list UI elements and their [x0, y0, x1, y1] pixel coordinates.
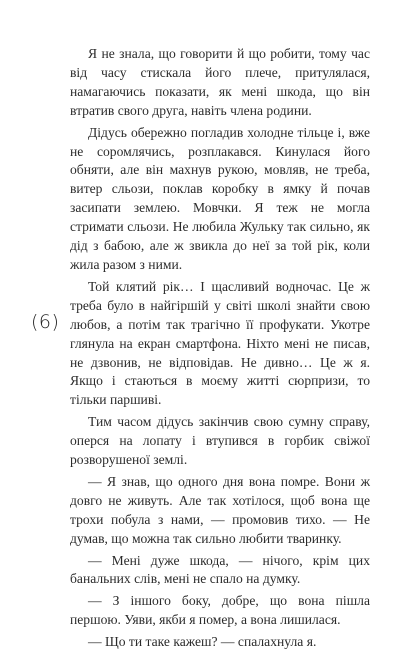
paragraph-4: Тим часом дідусь закінчив свою сумну справу, оперся на лопату і втупився в горбик свіжої розворушеної землі. [70, 414, 370, 468]
paragraph-8: — Що ти таке кажеш? — спалахнула я. [88, 634, 317, 650]
text-body [70, 45, 370, 655]
paragraph-3: Той клятий рік… І щасливий водночас. Це ж треба було в найгіршій у світі школі знайти свою любов, а потім так трагічно її профукати. Укотре глянула на екран смартфона. Ніхто мені не писав, не дзвонив, не відповідав. Не дивно… Це ж я. Якщо і стаються в моєму житті сюрпризи, то тільки паршиві. [70, 278, 370, 408]
margin-note: (6) [31, 311, 60, 333]
paragraph-6: — Мені дуже шкода, — нічого, крім цих банальних слів, мені не спало на думку. [70, 552, 370, 587]
paragraph-1: Я не знала, що говорити й що робити, тому час від часу стискала його плече, притулялася, намагаючись показати, як мені шкода, що він втратив свого друга, навіть члена родини. [70, 46, 370, 118]
paragraph-7: — З іншого боку, добре, що вона пішла першою. Уяви, якби я помер, а вона лишилася. [70, 593, 370, 628]
paragraph-2: Дідусь обережно погладив холодне тільце і, вже не соромлячись, розплакався. Кинулася його обняти, але він махнув рукою, мовляв, не треба, витер сльози, поклав коробку в ямку й почав засипати землею. Мовчки. Я теж не могла стримати сльози. Не любила Жульку так сильно, як дід з бабою, але ж звикла до неї за той рік, коли жила разом з ними. [70, 124, 370, 272]
paragraph-5: — Я знав, що одного дня вона помре. Вони ж довго не живуть. Але так хотілося, щоб вона ще трохи побула з нами, — промовив тихо. — Не думав, що можна так сильно любити тваринку. [70, 473, 370, 546]
